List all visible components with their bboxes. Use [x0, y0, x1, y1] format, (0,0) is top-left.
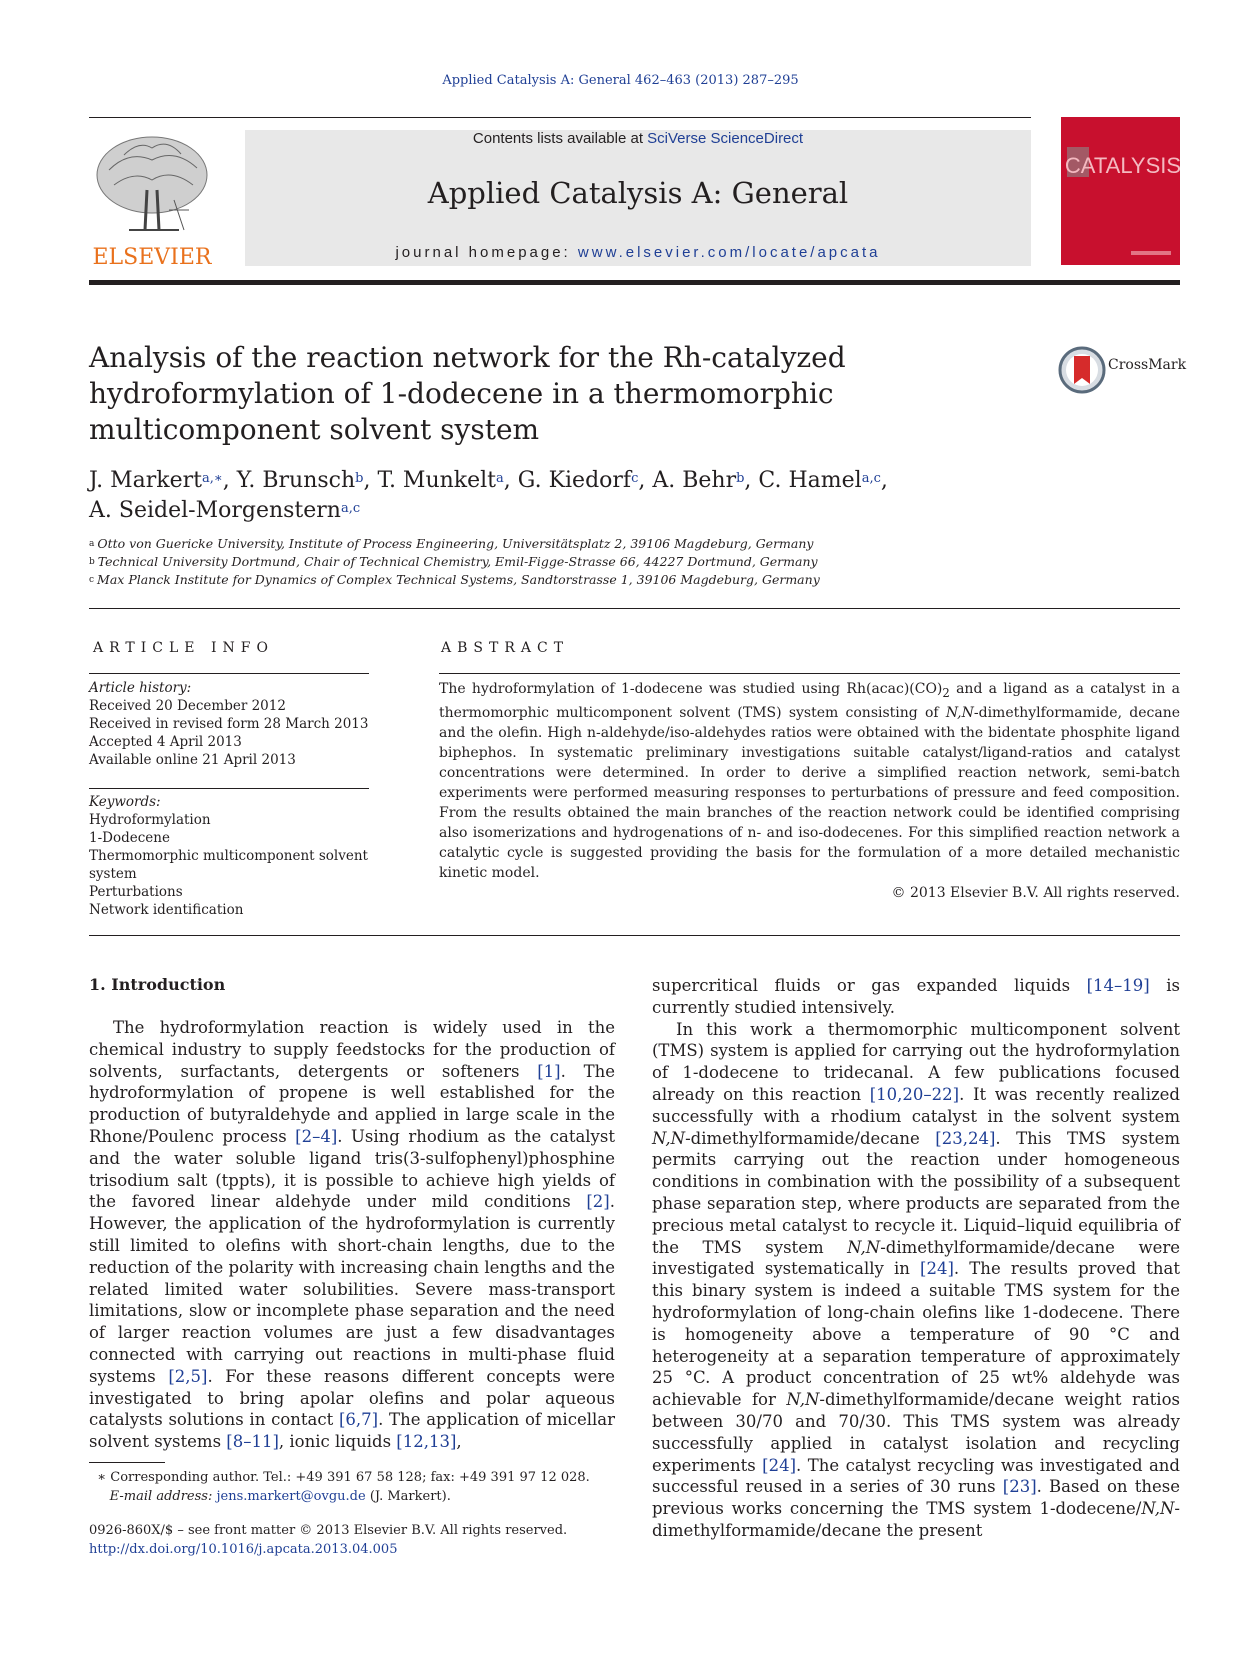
keyword: Hydroformylation: [89, 812, 211, 828]
author[interactable]: J. Markert: [89, 468, 202, 493]
history-label: Article history:: [89, 680, 192, 696]
footnote-line: [89, 1468, 629, 1487]
abstract-rule: [439, 673, 1180, 674]
history-item: Accepted 4 April 2013: [89, 734, 242, 750]
citation-link[interactable]: [2,5]: [168, 1366, 208, 1386]
elsevier-logo: [89, 130, 215, 272]
keyword: Thermomorphic multicomponent solvent system: [89, 848, 368, 882]
author[interactable]: T. Munkelt: [377, 468, 497, 493]
keyword: Network identification: [89, 902, 244, 918]
author[interactable]: A. Behr: [652, 468, 737, 493]
abstract-text: and a ligand as a catalyst in a thermomorphic multicomponent solvent (TMS) system consisting of: [439, 681, 1180, 721]
keywords-rule: [89, 788, 369, 789]
article-history: [89, 679, 379, 769]
citation-link[interactable]: [8–11]: [226, 1432, 279, 1452]
abstract-body: [439, 679, 1180, 903]
homepage-link[interactable]: www.elsevier.com/locate/apcata: [577, 244, 881, 261]
corresponding-author-footnote: [89, 1468, 629, 1506]
elsevier-tree-icon: [89, 130, 215, 272]
author-affiliation-mark[interactable]: a,∗: [201, 471, 223, 486]
introduction-heading: 1. Introduction: [89, 975, 226, 994]
paragraph: In this work a thermomorphic multicomponent solvent (TMS) system is applied for carrying out the hydroformylation of 1-dodecene to tridecanal. A few publications focused already on this reaction [10,20–22]. It was recently realized successfully with a rhodium catalyst in the solvent system N,N-dimethylformamide/decane [23,24]. This TMS system permits carrying out the reaction under homogeneous conditions in combination with the possibility of a subsequent phase separation step, where products are separated from the precious metal catalyst to recycle it. Liquid–liquid equilibria of the TMS system N,N-dimethylformamide/decane were investigated systematically in [24]. The results proved that this binary system is indeed a suitable TMS system for the hydroformylation of long-chain olefins like 1-dodecene. There is homogeneity above a temperature of 90 °C and heterogeneity at a separation temperature of approximately 25 °C. A product concentration of 25 wt% aldehyde was achievable for N,N-dimethylformamide/decane weight ratios between 30/70 and 70/30. This TMS system was already successfully applied in catalyst isolation and recycling experiments [24]. The catalyst recycling was investigated and successful reused in a series of 30 runs [23]. Based on these previous works concerning the TMS system 1-dodecene/N,N-dimethylformamide/decane the present: [652, 1019, 1181, 1540]
footnote-text: Corresponding author. Tel.: +49 391 67 58 128; fax: +49 391 97 12 028.: [106, 1470, 590, 1485]
front-matter: [89, 1521, 629, 1559]
footnote-line: [89, 1487, 629, 1506]
author-list: J. Markert$^{a,∗}$, Y. Brunsch$^b$, T. Munkelt$^a$, G. Kiedorf$^c$, A. Behr$^b$, C. Hamel$^{a,c}$, A. Seidel-Morgenstern$^{a,c}$: [89, 468, 888, 523]
sciencedirect-link[interactable]: SciVerse ScienceDirect: [647, 130, 804, 147]
paragraph: supercritical fluids or gas expanded liquids [14–19] is currently studied intensively.: [652, 976, 1180, 1017]
affiliation: [89, 553, 989, 571]
author-affiliation-mark[interactable]: a: [496, 471, 504, 486]
citation-link[interactable]: [24]: [920, 1259, 954, 1279]
journal-header-box: [245, 130, 1031, 266]
citation-link[interactable]: [2–4]: [295, 1126, 338, 1146]
abstract-italic: N,N: [945, 704, 974, 721]
keyword: 1-Dodecene: [89, 830, 170, 846]
article-info-rule: [89, 673, 369, 674]
affiliation-mark: c: [89, 575, 95, 585]
footnote-rule: [89, 1462, 165, 1463]
history-item: Available online 21 April 2013: [89, 752, 296, 768]
citation-link[interactable]: [23,24]: [935, 1128, 996, 1148]
footnote-mark: ∗: [97, 1470, 107, 1485]
citation-link[interactable]: [14–19]: [1086, 976, 1150, 995]
contents-line: [245, 130, 1031, 147]
body-column-right: [652, 975, 1180, 1542]
email-suffix: (J. Markert).: [365, 1489, 451, 1504]
email-link[interactable]: jens.markert@ovgu.de: [216, 1489, 366, 1504]
citation-link[interactable]: [12,13]: [396, 1432, 457, 1452]
author-affiliation-mark[interactable]: a,c: [861, 471, 881, 486]
journal-title: Applied Catalysis A: General: [427, 176, 849, 210]
citation-link[interactable]: [1]: [537, 1061, 561, 1081]
affiliation-text: Max Planck Institute for Dynamics of Complex Technical Systems, Sandtorstrasse 1, 39106 Magdeburg, Germany: [97, 572, 820, 587]
journal-cover-image: [1061, 117, 1180, 265]
journal-cover[interactable]: [1061, 117, 1180, 265]
author-affiliation-mark[interactable]: c: [631, 471, 639, 486]
affiliation: [89, 571, 989, 589]
author[interactable]: G. Kiedorf: [517, 468, 632, 493]
front-matter-text: 0926-860X/$ – see front matter © 2013 Elsevier B.V. All rights reserved.: [89, 1523, 568, 1538]
contents-prefix: Contents lists available at: [472, 130, 648, 147]
author-affiliation-mark[interactable]: b: [736, 471, 745, 486]
citation-link[interactable]: [10,20–22]: [869, 1084, 960, 1104]
author-affiliation-mark[interactable]: a,c: [340, 501, 361, 516]
journal-homepage: [245, 244, 1031, 261]
svg-text:ELSEVIER: ELSEVIER: [92, 245, 212, 270]
svg-text:CATALYSIS: CATALYSIS: [1064, 153, 1180, 178]
citation-link[interactable]: [2]: [586, 1192, 610, 1212]
affiliation-text: Technical University Dortmund, Chair of Technical Chemistry, Emil-Figge-Strasse 66, 44227 Dortmund, Germany: [97, 554, 818, 569]
abstract-text: -dimethylformamide, decane and the olefin. High n-aldehyde/iso-aldehydes ratios were obtained with the bidentate phosphite ligand biphephos. In systematic preliminary investigations suitable catalyst/ligand-ratios and catalyst concentrations were determined. In order to derive a simplified reaction network, semi-batch experiments were performed measuring responses to perturbations of pressure and feed composition. From the results obtained the main branches of the reaction network could be identified comprising also isomerizations and hydrogenations of n- and iso-dodecenes. For this simplified reaction network a catalytic cycle is suggested providing the basis for the formulation of a more detailed mechanistic kinetic model.: [439, 704, 1180, 881]
affiliation: [89, 535, 989, 553]
author[interactable]: C. Hamel: [758, 468, 862, 493]
section-rule: [89, 608, 1180, 609]
citation-link[interactable]: [24]: [762, 1455, 797, 1475]
crossmark-badge[interactable]: [1058, 344, 1187, 396]
abstract-copyright: © 2013 Elsevier B.V. All rights reserved.: [891, 884, 1180, 901]
doi-link[interactable]: http://dx.doi.org/10.1016/j.apcata.2013.04.005: [89, 1542, 398, 1557]
citation-link[interactable]: [6,7]: [338, 1410, 379, 1430]
author[interactable]: Y. Brunsch: [236, 468, 356, 493]
subscript: 2: [942, 685, 950, 700]
keywords-label: Keywords:: [89, 794, 161, 810]
section-rule: [89, 935, 1180, 936]
history-item: Received in revised form 28 March 2013: [89, 716, 369, 732]
journal-reference[interactable]: Applied Catalysis A: General 462–463 (2013) 287–295: [442, 73, 799, 88]
affiliation-mark: b: [89, 557, 95, 567]
citation-link[interactable]: [23]: [1002, 1477, 1037, 1497]
history-item: Received 20 December 2012: [89, 698, 286, 714]
keywords: [89, 793, 379, 919]
header-thick-rule: [89, 280, 1180, 285]
homepage-prefix: journal homepage:: [395, 244, 578, 261]
affiliation-mark: a: [89, 539, 95, 549]
author-affiliation-mark[interactable]: b: [355, 471, 364, 486]
article-title: Analysis of the reaction network for the Rh-catalyzed hydroformylation of 1-dodecene in a thermomorphic multicomponent solvent system: [89, 341, 846, 446]
abstract-heading: ABSTRACT: [441, 640, 570, 656]
affiliations: [89, 535, 989, 589]
email-label: E-mail address:: [109, 1489, 217, 1504]
crossmark-label: CrossMark: [1108, 357, 1187, 373]
article-info-heading: ARTICLE INFO: [93, 640, 274, 656]
affiliation-text: Otto von Guericke University, Institute of Process Engineering, Universitätsplatz 2, 39106 Magdeburg, Germany: [97, 536, 814, 551]
paragraph: The hydroformylation reaction is widely used in the chemical industry to supply feedstocks for the production of solvents, surfactants, detergents or softeners [1]. The hydroformylation of propene is well established for the production of butyraldehyde and applied in large scale in the Rhone/Poulenc process [2–4]. Using rhodium as the catalyst and the water soluble ligand tris(3-sulfophenyl)phosphine trisodium salt (tppts), it is possible to achieve high yields of the favored linear aldehyde under mild conditions [2]. However, the application of the hydroformylation is currently still limited to olefins with short-chain lengths, due to the reduction of the polarity with increasing chain lengths and the related limited water solubilities. Severe mass-transport limitations, slow or incomplete phase separation and the need of larger reaction volumes are just a few disadvantages connected with carrying out reactions in multi-phase fluid systems [2,5]. For these reasons different concepts were investigated to bring apolar olefins and polar aqueous catalysts solutions in contact [6,7]. The application of micellar solvent systems [8–11], ionic liquids [12,13],: [89, 1018, 616, 1452]
crossmark-icon: [1058, 344, 1106, 396]
abstract-text: The hydroformylation of 1-dodecene was studied using Rh(acac)(CO): [439, 681, 943, 697]
author[interactable]: A. Seidel-Morgenstern: [89, 498, 341, 523]
body-column-left: [89, 1017, 615, 1453]
keyword: Perturbations: [89, 884, 183, 900]
header-top-rule: [89, 117, 1031, 118]
